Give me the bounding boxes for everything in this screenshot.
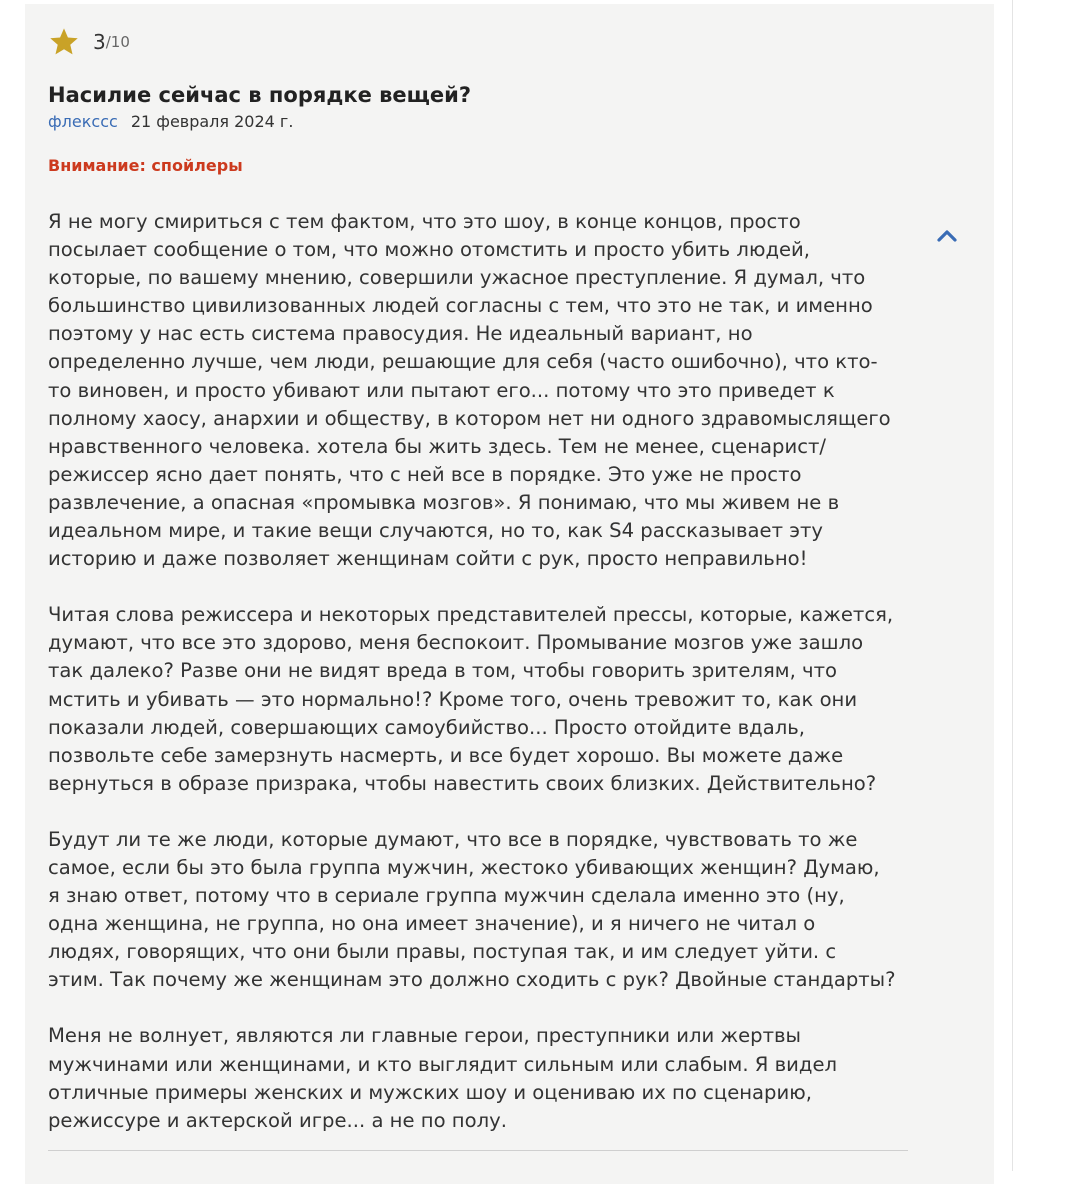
author-link[interactable]: флекссс: [48, 112, 118, 131]
rating-max: /10: [105, 33, 130, 51]
star-icon: [48, 26, 80, 58]
review-body: [48, 208, 918, 1163]
review-paragraph: Будут ли те же люди, которые думают, что все в порядке, чувствовать то же самое, если бы это была группа мужчин, жестоко убивающих женщин? Думаю, я знаю ответ, потому что в сериале группа мужчин сделала именно это (ну, одна женщина, не группа, но она имеет значение), и я ничего не читал о людях, говорящих, что они были правы, поступая так, и им следует уйти. с этим. Так почему же женщинам это должно сходить с рук? Двойные стандарты?: [48, 827, 896, 992]
review-paragraph: Я не могу смириться с тем фактом, что это шоу, в конце концов, просто посылает сообщение о том, что можно отомстить и просто убить людей, которые, по вашему мнению, совершили ужасное преступление. Я думал, что большинство цивилизованных людей согласны с тем, что это не так, и именно поэтому у нас есть система правосудия. Не идеальный вариант, но определенно лучше, чем люди, решающие для себя (часто ошибочно), что кто- то виновен, и просто убивают или пытают его... потому что это приведет к полному хаосу, анархии и обществу, в котором нет ни одного здравомыслящего нравственного человека. хотела бы жить здесь. Тем не менее, сценарист/ режиссер ясно дает понять, что с ней все в порядке. Это уже не просто развлечение, а опасная «промывка мозгов». Я понимаю, что мы живем не в идеальном мире, и такие вещи случаются, но то, как S4 рассказывает эту историю и даже позволяет женщинам сойти с рук, просто неправильно!: [48, 210, 891, 571]
rating: [48, 24, 130, 60]
footer-divider: [48, 1150, 908, 1151]
chevron-up-icon: [930, 219, 964, 253]
review-paragraph: Меня не волнует, являются ли главные герои, преступники или жертвы мужчинами или женщинами, и кто выглядит сильным или слабым. Я видел отличные примеры женских и мужских шоу и оцениваю их по сценарию, режиссуре и актерской игре... а не по полу.: [48, 1024, 838, 1132]
review-paragraph: Читая слова режиссера и некоторых представителей прессы, которые, кажется, думают, что все это здорово, меня беспокоит. Промывание мозгов уже зашло так далеко? Разве они не видят вреда в том, чтобы говорить зрителям, что мстить и убивать — это нормально!? Кроме того, очень тревожит то, как они показали людей, совершающих самоубийство... Просто отойдите вдаль, позвольте себе замерзнуть насмерть, и все будет хорошо. Вы можете даже вернуться в образе призрака, чтобы навестить своих близких. Действительно?: [48, 603, 894, 795]
review-title: Насилие сейчас в порядке вещей?: [48, 83, 472, 107]
collapse-button[interactable]: [930, 219, 964, 253]
review-meta: [48, 112, 293, 131]
rating-value: 3: [93, 30, 106, 54]
spoiler-warning: Внимание: спойлеры: [48, 156, 243, 175]
review-card: [25, 4, 994, 1184]
page-edge-rule: [1012, 0, 1013, 1171]
review-date: 21 февраля 2024 г.: [130, 112, 294, 131]
